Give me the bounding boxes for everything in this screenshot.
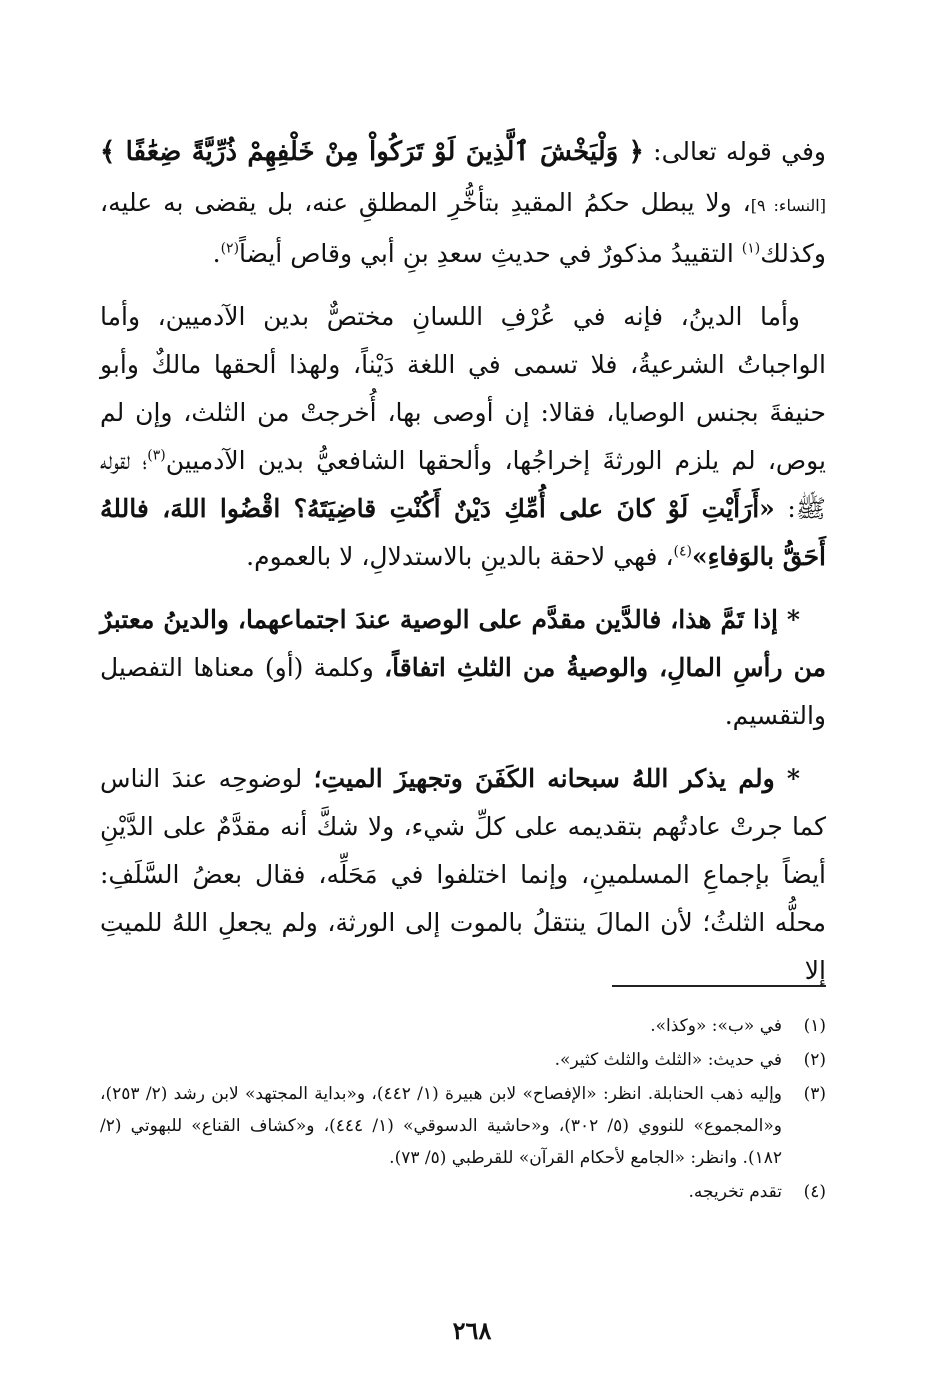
- quran-verse: ﴿ وَلْيَخْشَ ٱلَّذِينَ لَوْ تَرَكُواْ مِنْ خَلْفِهِمْ ذُرِّيَّةً ضِعَٰفًا ﴾: [100, 137, 644, 167]
- footnotes: [100, 1010, 826, 1210]
- footnote-ref-3[interactable]: (٣): [147, 447, 166, 464]
- paragraph-4-bold: * ولم يذكر اللهُ سبحانه الكَفَنَ وتجهيزَ الميتِ؛: [313, 764, 800, 793]
- paragraph-3: [100, 596, 826, 740]
- paragraph-2-end: ، فهي لاحقة بالدينِ بالاستدلالِ، لا بالعموم.: [246, 542, 674, 571]
- footnote-text: في «ب»: «وكذا».: [650, 1016, 782, 1036]
- footnote-1: [100, 1010, 826, 1042]
- paragraph-2: [100, 293, 826, 581]
- paragraph-1-end: .: [212, 239, 221, 268]
- footnote-number: (٣): [803, 1084, 826, 1104]
- paragraph-1: [100, 128, 826, 278]
- verse-citation: [النساء: ٩]: [750, 196, 826, 215]
- hadith-quote: «أَرَأَيْتِ لَوْ كانَ على أُمِّكِ دَيْنٌ أَكُنْتِ قاضِيَتَهُ؟ اقْضُوا اللهَ، فاللهُ أَحَقُّ بالوَفاءِ»: [100, 494, 826, 571]
- footnote-2: [100, 1044, 826, 1076]
- page-number: ٢٦٨: [452, 1316, 492, 1345]
- paragraph-3-text: وكلمة (أو) معناها التفصيل والتقسيم.: [100, 653, 826, 730]
- paragraph-2-text-2: ؛ لقوله ﷺ:: [100, 446, 826, 523]
- footnote-separator: [612, 985, 826, 987]
- footnote-3: [100, 1078, 826, 1174]
- paragraph-4: [100, 755, 826, 995]
- footnote-number: (٢): [803, 1050, 826, 1070]
- paragraph-1-text: ، ولا يبطل حكمُ المقيدِ بتأخُّرِ المطلقِ عنه، بل يقضى به عليه، وكذلك: [100, 188, 826, 268]
- paragraph-3-bold: * إذا تَمَّ هذا، فالدَّين مقدَّم على الوصية عندَ اجتماعهما، والدينُ معتبرٌ من رأسِ المالِ، والوصيةُ من الثلثِ اتفاقاً،: [100, 605, 826, 682]
- paragraph-1-intro: وفي قوله تعالى:: [643, 137, 826, 166]
- paragraph-1-text-2: التقييدُ مذكورٌ في حديثِ سعدِ بنِ أبي وقاص أيضاً: [239, 239, 742, 268]
- paragraph-4-text: لوضوحِه عندَ الناس كما جرتْ عادتُهم بتقديمه على كلِّ شيء، ولا شكَّ أنه مقدَّمٌ على الدَّيْنِ أيضاً بإجماعِ المسلمينِ، وإنما اختلفوا في مَحَلِّه، فقال بعضُ السَّلَفِ: محلُّه الثلثُ؛ لأن المالَ ينتقلُ بالموت إلى الورثة، ولم يجعلِ اللهُ للميتِ إلا: [100, 764, 826, 985]
- footnote-ref-1[interactable]: (١): [741, 240, 761, 257]
- footnote-text: وإليه ذهب الحنابلة. انظر: «الإفصاح» لابن هبيرة (١/ ٤٤٢)، و«بداية المجتهد» لابن رشد (٢/ ٢٥٣)، و«المجموع» للنووي (٥/ ٣٠٢)، و«حاشية الدسوقي» (١/ ٤٤٤)، و«كشاف القناع» للبهوتي (٢/ ١٨٢). وانظر: «الجامع لأحكام القرآن» للقرطبي (٥/ ٧٣).: [100, 1084, 783, 1168]
- footnote-number: (٤): [803, 1182, 826, 1202]
- footnote-ref-2[interactable]: (٢): [220, 240, 240, 257]
- paragraph-2-text: وأما الدينُ، فإنه في عُرْفِ اللسانِ مختصٌّ بدين الآدميين، وأما الواجباتُ الشرعيةُ، فلا تسمى في اللغة دَيْناً، ولهذا ألحقها مالكٌ وأبو حنيفةَ بجنس الوصايا، فقالا: إن أوصى بها، أُخرجتْ من الثلث، وإن لم يوص، لم يلزم الورثةَ إخراجُها، وألحقها الشافعيُّ بدين الآدميين: [100, 302, 826, 475]
- footnote-text: في حديث: «الثلث والثلث كثير».: [554, 1050, 782, 1070]
- footnote-ref-4[interactable]: (٤): [673, 543, 692, 560]
- footnote-number: (١): [803, 1016, 826, 1036]
- footnote-4: [100, 1176, 826, 1208]
- footnote-text: تقدم تخريجه.: [688, 1182, 782, 1202]
- main-text: [100, 128, 826, 1010]
